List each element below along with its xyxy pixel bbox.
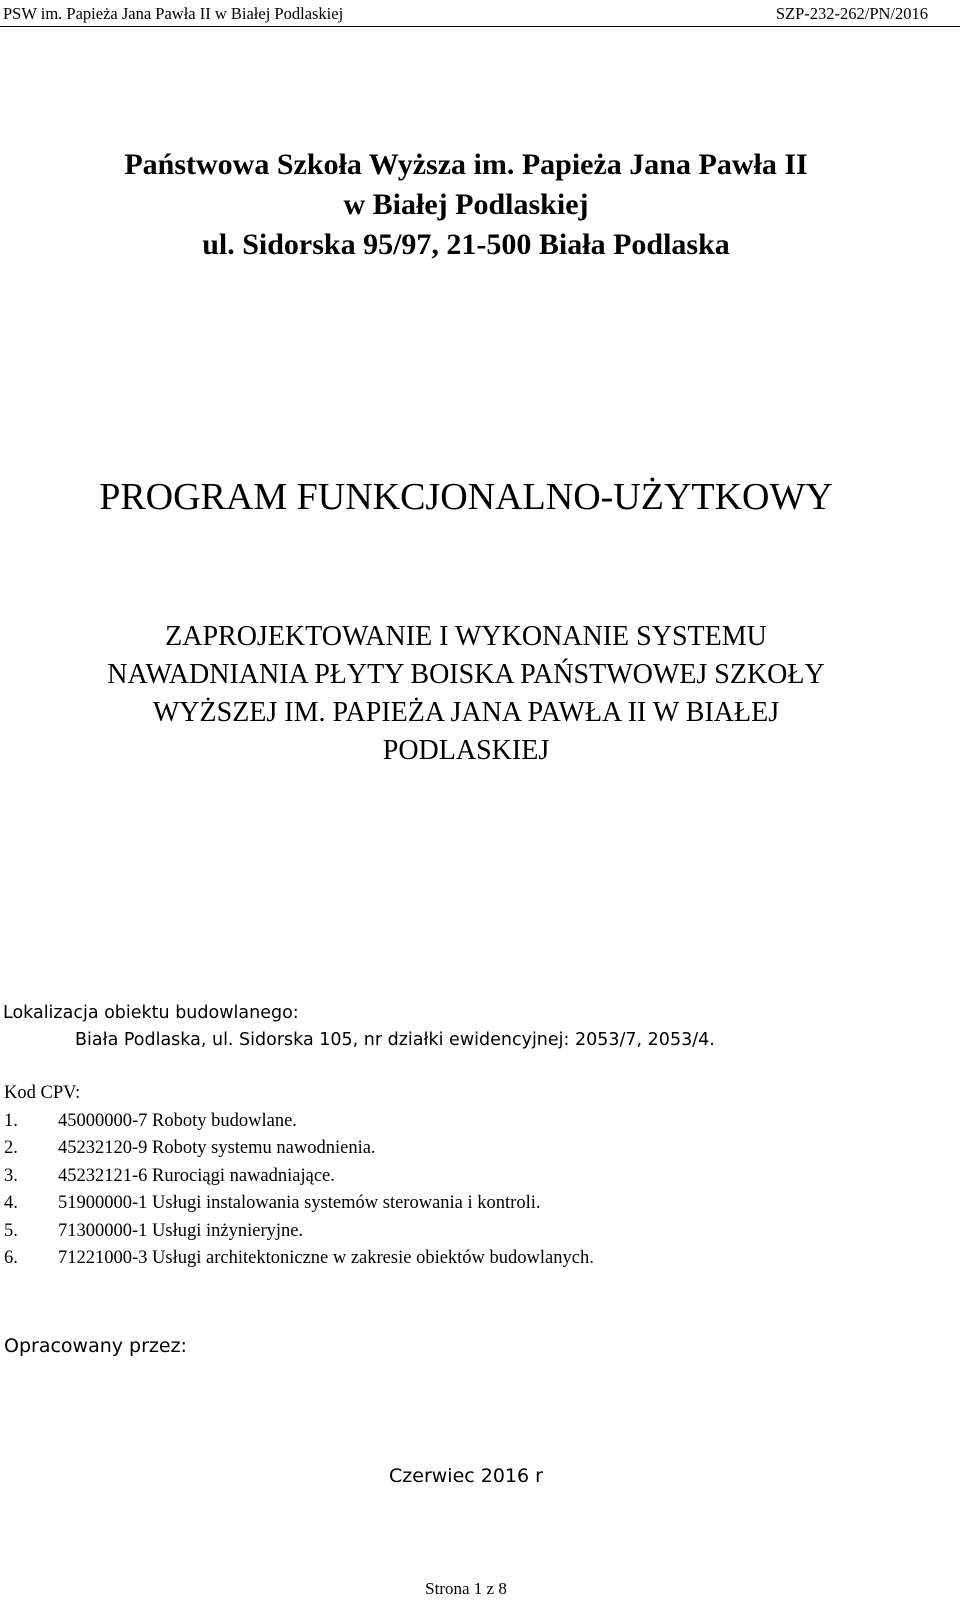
document-date: Czerwiec 2016 r [389,1465,543,1487]
cpv-item-number: 5. [4,1220,18,1241]
list-item [4,1218,304,1246]
prepared-by-label: Opracowany przez: [4,1335,187,1357]
cpv-block [4,1080,594,1273]
page-header [0,4,960,27]
subject-line: ZAPROJEKTOWANIE I WYKONANIE SYSTEMU [165,621,767,652]
cpv-item-number: 3. [4,1165,18,1186]
cpv-item-text: 45000000-7 Roboty budowlane. [58,1110,297,1131]
cpv-item-number: 1. [4,1110,18,1131]
institution-name: Państwowa Szkoła Wyższa im. Papieża Jana Pawła II [124,148,808,181]
cpv-item-text: 71300000-1 Usługi inżynieryjne. [58,1220,304,1241]
list-item [4,1163,335,1191]
list-item [4,1108,297,1136]
cpv-item-number: 4. [4,1193,18,1213]
institution-block [0,145,932,265]
location-value: Biała Podlaska, ul. Sidorska 105, nr działki ewidencyjnej: 2053/7, 2053/4. [75,1030,715,1050]
header-institution: PSW im. Papieża Jana Pawła II w Białej Podlaskiej [3,4,344,23]
location-label: Lokalizacja obiektu budowlanego: [3,1003,299,1023]
cpv-item-text: 51900000-1 Usługi instalowania systemów sterowania i kontroli. [58,1193,541,1213]
subject-line: PODLASKIEJ [382,735,550,766]
cpv-label: Kod CPV: [4,1083,81,1103]
list-item [4,1135,376,1163]
list-item [4,1190,541,1218]
cpv-item-text: 45232121-6 Rurociągi nawadniające. [58,1165,335,1186]
cpv-item-number: 2. [4,1138,18,1158]
cpv-item-number: 6. [4,1248,18,1268]
header-reference-number: SZP-232-262/PN/2016 [775,4,928,23]
institution-address: ul. Sidorska 95/97, 21-500 Biała Podlaska [202,228,730,261]
cpv-item-text: 45232120-9 Roboty systemu nawodnienia. [58,1138,376,1158]
subject-block [0,618,932,770]
document-title: PROGRAM FUNKCJONALNO-UŻYTKOWY [99,476,833,518]
page-indicator: Strona 1 z 8 [425,1579,507,1598]
subject-line: WYŻSZEJ IM. PAPIEŻA JANA PAWŁA II W BIAŁEJ [152,697,780,728]
list-item [4,1245,594,1273]
cpv-item-text: 71221000-3 Usługi architektoniczne w zakresie obiektów budowlanych. [58,1248,594,1268]
subject-line: NAWADNIANIA PŁYTY BOISKA PAŃSTWOWEJ SZKOŁY [107,659,825,690]
location-block [3,1000,715,1054]
institution-city: w Białej Podlaskiej [343,188,589,221]
